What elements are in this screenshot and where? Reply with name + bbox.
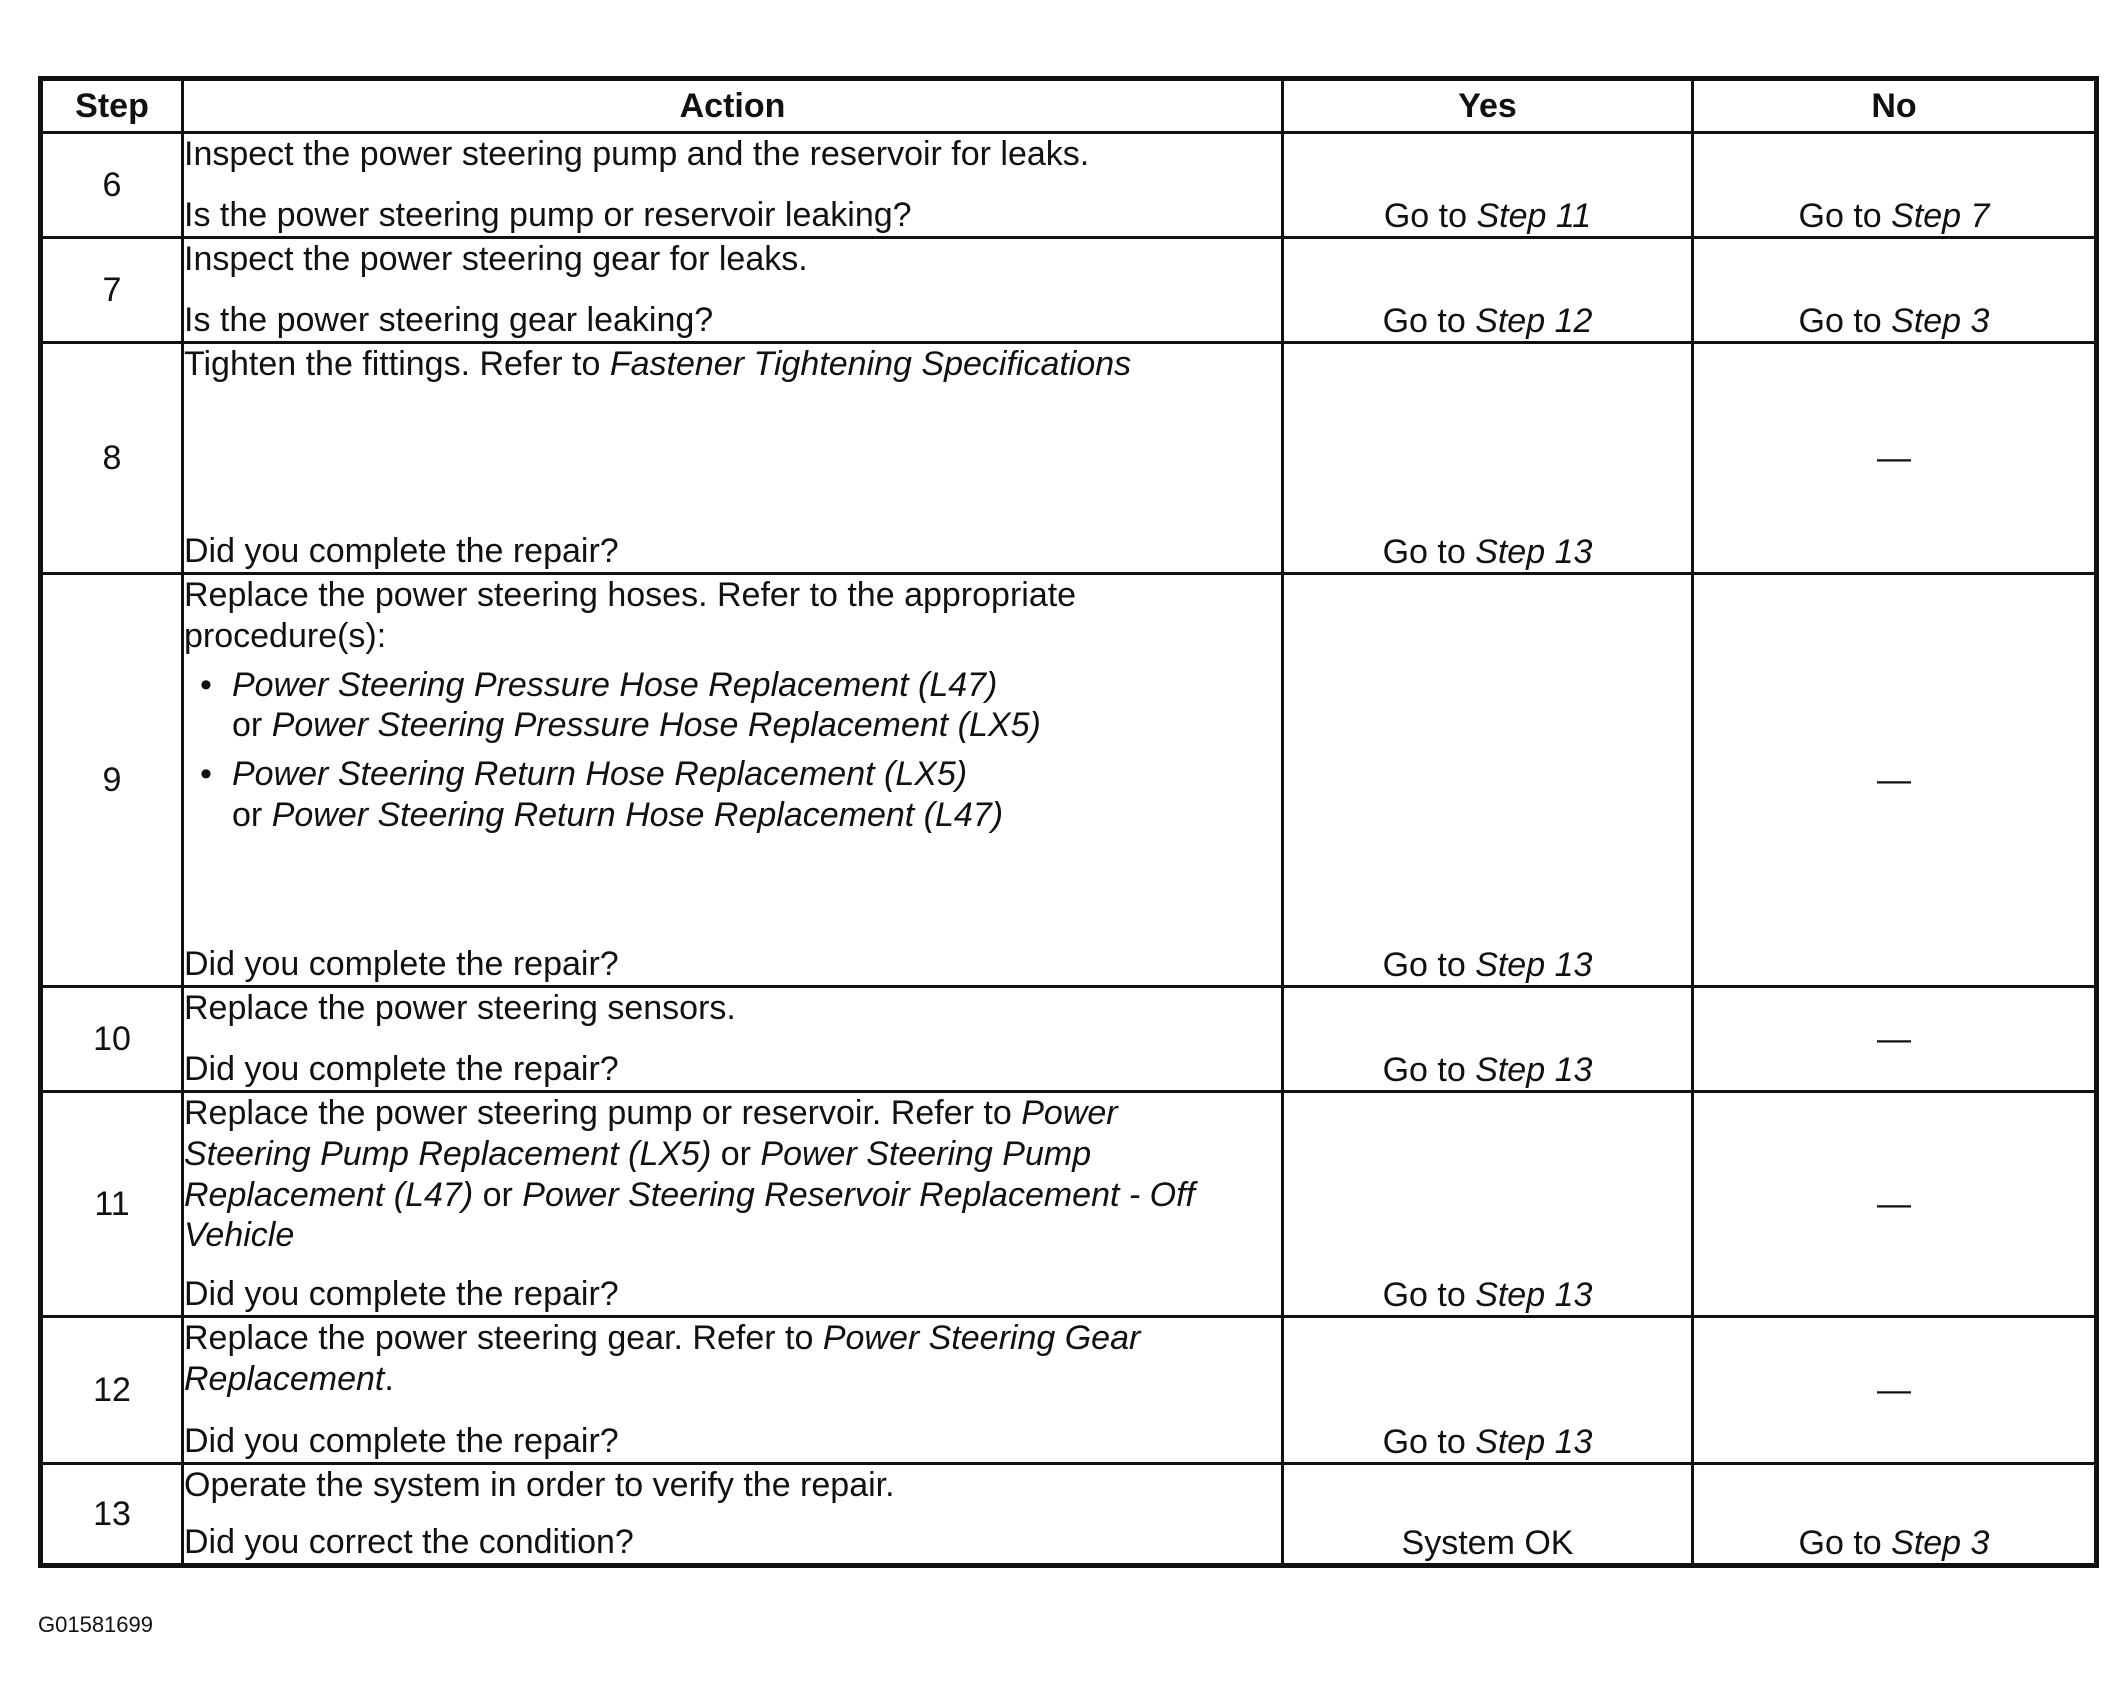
procedure-reference-link[interactable]: Power Steering Pump Replacement (LX5) [184,1094,1118,1173]
action-cell [183,343,1283,574]
yes-step-link[interactable]: Step 11 [1476,197,1592,235]
no-prefix: Go to [1798,1524,1892,1562]
action-text [184,344,1281,385]
table-row-step-8 [41,343,2097,574]
action-end: . [384,1359,394,1398]
header-no: No [1693,79,2097,133]
yes-step-link[interactable]: Step 13 [1475,1276,1593,1314]
no-prefix: Go to [1798,302,1892,340]
yes-step-link[interactable]: Step 12 [1475,302,1593,340]
action-question: Did you complete the repair? [184,532,619,571]
step-number: 11 [41,1092,183,1317]
no-cell [1693,574,2097,987]
or-text: or [711,1134,761,1173]
yes-step-link[interactable]: Step 13 [1475,533,1593,571]
action-question: Did you complete the repair? [184,1275,619,1314]
action-question: Did you correct the condition? [184,1523,634,1562]
no-cell [1693,1317,2097,1464]
yes-result: System OK [1401,1524,1574,1562]
action-cell [183,1464,1283,1566]
table-row-step-6 [41,133,2097,238]
yes-cell [1283,574,1693,987]
step-number: 8 [41,343,183,574]
no-cell [1693,133,2097,238]
yes-cell [1283,987,1693,1092]
or-text: or [232,795,272,834]
no-cell [1693,987,2097,1092]
action-cell [183,1092,1283,1317]
action-cell [183,574,1283,987]
procedure-reference-link[interactable]: Power Steering Pressure Hose Replacement (LX5) [271,706,1041,745]
procedure-reference-link[interactable]: Power Steering Return Hose Replacement (LX5) [232,755,968,794]
no-prefix: Go to [1798,197,1892,235]
list-item [232,754,1092,836]
yes-prefix: Go to [1382,946,1476,984]
or-text: or [473,1175,523,1214]
figure-id: G01581699 [38,1612,153,1637]
action-body [184,575,1281,844]
yes-prefix: Go to [1382,1423,1476,1461]
no-step-link[interactable]: Step 3 [1891,1524,1990,1562]
yes-prefix: Go to [1382,1051,1476,1089]
step-number: 13 [41,1464,183,1566]
table-row-step-9 [41,574,2097,987]
yes-cell [1283,238,1693,343]
yes-cell [1283,1464,1693,1566]
no-cell [1693,238,2097,343]
step-number: 6 [41,133,183,238]
action-text: Inspect the power steering pump and the reservoir for leaks. [184,135,1090,173]
no-cell [1693,1092,2097,1317]
action-instruction: Replace the power steering pump or reservoir. Refer to [184,1094,1022,1132]
no-dash: — [1877,1019,1911,1058]
yes-prefix: Go to [1382,302,1476,340]
yes-step-link[interactable]: Step 13 [1475,1051,1593,1089]
step-number: 9 [41,574,183,987]
list-item [232,665,1092,747]
procedure-reference-link[interactable]: Power Steering Pressure Hose Replacement (L47) [232,665,998,704]
action-question: Did you complete the repair? [184,1050,619,1089]
yes-prefix: Go to [1382,533,1476,571]
action-cell [183,238,1283,343]
no-step-link[interactable]: Step 3 [1891,302,1990,340]
action-instruction: Tighten the fittings. Refer to [184,345,610,383]
no-dash: — [1877,1184,1911,1223]
table-row-step-7 [41,238,2097,343]
no-dash: — [1877,760,1911,799]
yes-cell [1283,1092,1693,1317]
action-question: Did you complete the repair? [184,1422,619,1461]
action-question: Is the power steering gear leaking? [184,301,714,340]
no-step-link[interactable]: Step 7 [1891,197,1990,235]
action-text: Operate the system in order to verify the repair. [184,1466,895,1504]
yes-step-link[interactable]: Step 13 [1475,946,1593,984]
step-number: 12 [41,1317,183,1464]
action-text: Replace the power steering sensors. [184,989,736,1027]
step-number: 10 [41,987,183,1092]
no-dash: — [1877,1370,1911,1409]
yes-step-link[interactable]: Step 13 [1475,1423,1593,1461]
or-text: or [232,706,272,745]
table-row-step-11 [41,1092,2097,1317]
header-yes: Yes [1283,79,1693,133]
action-cell [183,1317,1283,1464]
action-question: Did you complete the repair? [184,945,619,984]
yes-prefix: Go to [1382,1276,1476,1314]
diagnostic-table-sheet [38,76,2094,1584]
diagnostic-table [38,76,2099,1568]
step-number: 7 [41,238,183,343]
action-cell [183,987,1283,1092]
action-text: Inspect the power steering gear for leaks. [184,240,808,278]
table-header-row [41,79,2097,133]
procedure-reference-link[interactable]: Power Steering Return Hose Replacement (L47) [271,795,1004,834]
procedure-reference-link[interactable]: Power Steering Reservoir Replacement - Off Vehicle [184,1175,1195,1255]
yes-prefix: Go to [1383,197,1477,235]
action-text: Replace the power steering hoses. Refer to the appropriate procedure(s): [184,576,1077,655]
procedure-list [184,665,1281,836]
no-dash: — [1877,438,1911,477]
procedure-reference-link[interactable]: Power Steering Pump Replacement (L47) [184,1134,1092,1214]
yes-cell [1283,1317,1693,1464]
action-instruction: Replace the power steering gear. Refer to [184,1319,823,1357]
action-cell [183,133,1283,238]
procedure-reference-link[interactable]: Fastener Tightening Specifications [609,345,1132,383]
yes-cell [1283,343,1693,574]
header-step: Step [41,79,183,133]
procedure-reference-link[interactable]: Power Steering Gear Replacement [184,1319,1141,1398]
action-text [184,1318,1281,1400]
header-action: Action [183,79,1283,133]
table-row-step-12 [41,1317,2097,1464]
no-cell [1693,1464,2097,1566]
action-question: Is the power steering pump or reservoir leaking? [184,196,912,235]
action-text [184,1093,1204,1256]
table-row-step-13 [41,1464,2097,1566]
no-cell [1693,343,2097,574]
yes-cell [1283,133,1693,238]
table-row-step-10 [41,987,2097,1092]
